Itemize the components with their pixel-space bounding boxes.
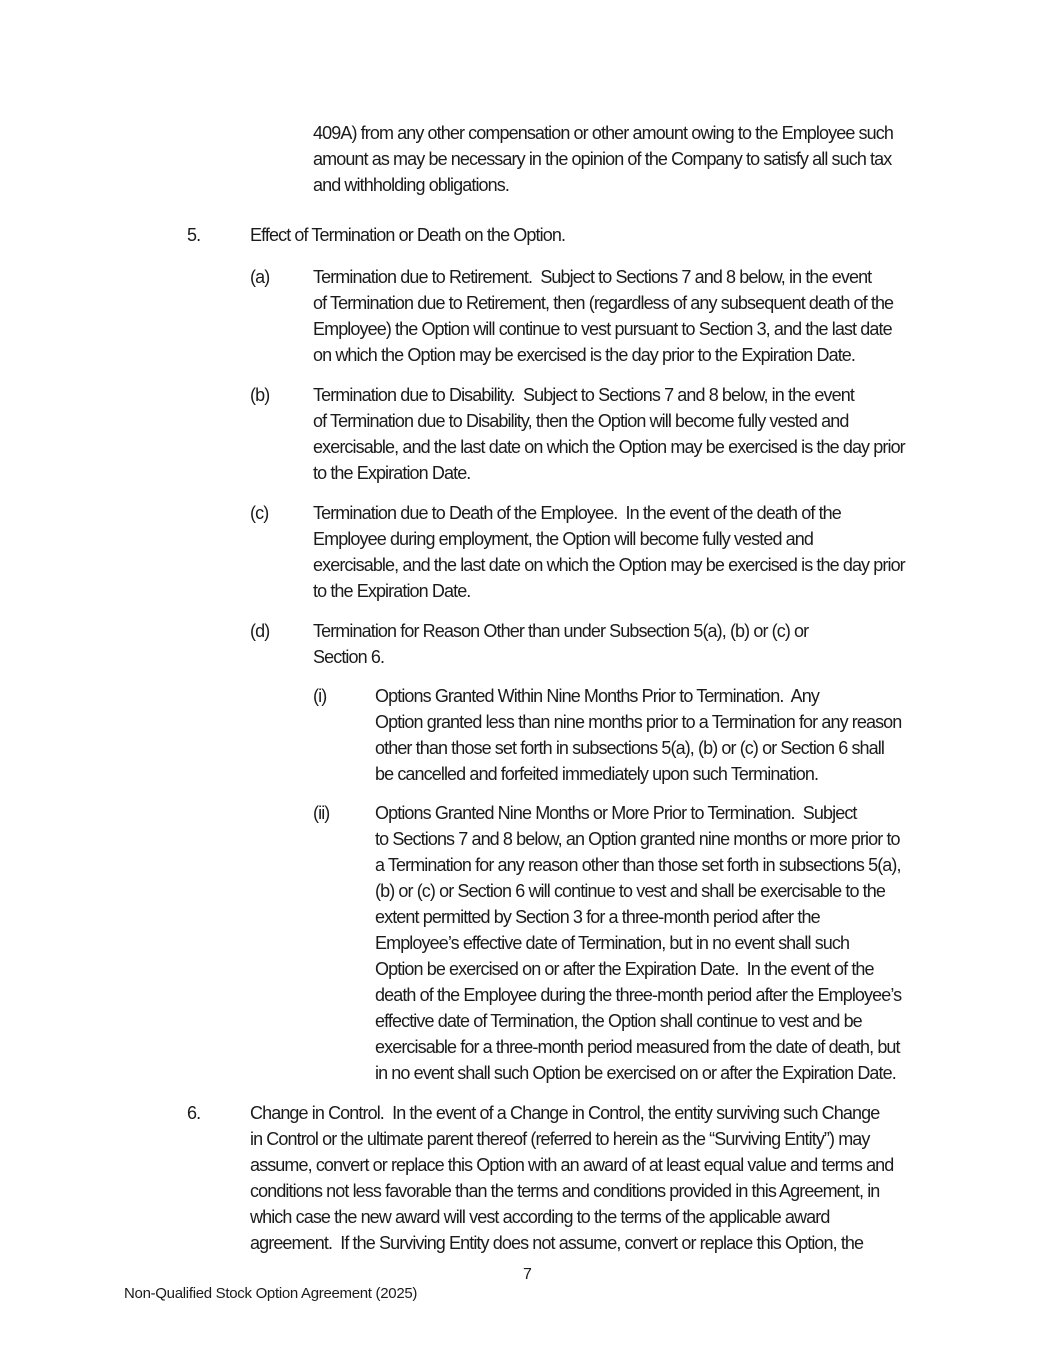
paragraph-tax-withholding-continuation [313, 120, 933, 198]
section-6-row [187, 1100, 1055, 1256]
item-a-body [313, 264, 933, 368]
text-line: to the Expiration Date. [313, 581, 471, 601]
text-line: agreement. If the Surviving Entity does not assume, convert or replace this Option, the [250, 1233, 864, 1253]
subitem-i-body [375, 683, 932, 787]
item-b [250, 382, 1055, 486]
text-line: effective date of Termination, the Option shall continue to vest and be [375, 1011, 862, 1031]
text-line: a Termination for any reason other than those set forth in subsections 5(a), [375, 855, 901, 875]
text-line: in Control or the ultimate parent thereof (referred to herein as the “Surviving Entity”) may [250, 1129, 870, 1149]
text-line: Employee) the Option will continue to vest pursuant to Section 3, and the last date [313, 319, 892, 339]
item-a [250, 264, 1055, 368]
text-line: death of the Employee during the three-month period after the Employee’s [375, 985, 902, 1005]
text-line: Option be exercised on or after the Expiration Date. In the event of the [375, 959, 874, 979]
subitem-ii-body [375, 800, 932, 1086]
item-a-label: (a) [250, 267, 270, 287]
text-line: of Termination due to Retirement, then (regardless of any subsequent death of the [313, 293, 894, 313]
text-line: 409A) from any other compensation or other amount owing to the Employee such [313, 123, 893, 143]
item-d-label: (d) [250, 621, 270, 641]
text-line: Termination for Reason Other than under Subsection 5(a), (b) or (c) or [313, 621, 809, 641]
document-footer: Non-Qualified Stock Option Agreement (2025) [124, 1285, 418, 1302]
subitem-i-label: (i) [313, 686, 327, 706]
item-b-label: (b) [250, 385, 270, 405]
text-line: Termination due to Disability. Subject to Sections 7 and 8 below, in the event [313, 385, 854, 405]
item-d [250, 618, 1055, 670]
text-line: other than those set forth in subsections 5(a), (b) or (c) or Section 6 shall [375, 738, 884, 758]
text-line: Employee during employment, the Option will become fully vested and [313, 529, 813, 549]
text-line: assume, convert or replace this Option with an award of at least equal value and terms and [250, 1155, 894, 1175]
subitem-i [313, 683, 1055, 787]
page-number: 7 [523, 1266, 532, 1283]
text-line: exercisable, and the last date on which the Option may be exercised is the day prior [313, 555, 905, 575]
text-line: on which the Option may be exercised is the day prior to the Expiration Date. [313, 345, 856, 365]
text-line: be cancelled and forfeited immediately upon such Termination. [375, 764, 819, 784]
text-line: of Termination due to Disability, then the Option will become fully vested and [313, 411, 849, 431]
item-b-body [313, 382, 933, 486]
text-line: Employee’s effective date of Termination, but in no event shall such [375, 933, 850, 953]
text-line: extent permitted by Section 3 for a three-month period after the [375, 907, 820, 927]
text-line: Termination due to Retirement. Subject to Sections 7 and 8 below, in the event [313, 267, 872, 287]
text-line: exercisable for a three-month period measured from the date of death, but [375, 1037, 900, 1057]
text-line: Options Granted Within Nine Months Prior to Termination. Any [375, 686, 819, 706]
subitem-ii-label: (ii) [313, 803, 330, 823]
text-line: (b) or (c) or Section 6 will continue to vest and shall be exercisable to the [375, 881, 885, 901]
text-line: to the Expiration Date. [313, 463, 471, 483]
text-line: and withholding obligations. [313, 175, 509, 195]
item-d-body [313, 618, 933, 670]
text-line: in no event shall such Option be exercised on or after the Expiration Date. [375, 1063, 896, 1083]
item-c-body [313, 500, 933, 604]
section-5-heading: Effect of Termination or Death on the Option. [250, 225, 566, 245]
text-line: conditions not less favorable than the terms and conditions provided in this Agreement, in [250, 1181, 880, 1201]
text-line: amount as may be necessary in the opinion of the Company to satisfy all such tax [313, 149, 892, 169]
section-6-body [250, 1100, 932, 1256]
text-line: Option granted less than nine months prior to a Termination for any reason [375, 712, 902, 732]
text-line: Termination due to Death of the Employee. In the event of the death of the [313, 503, 841, 523]
text-line: Change in Control. In the event of a Change in Control, the entity surviving such Change [250, 1103, 880, 1123]
section-5-heading-row [187, 222, 1055, 248]
text-line: which case the new award will vest according to the terms of the applicable award [250, 1207, 830, 1227]
text-line: Section 6. [313, 647, 385, 667]
item-c [250, 500, 1055, 604]
section-6-number: 6. [187, 1103, 201, 1123]
subitem-ii [313, 800, 1055, 1086]
section-5-number: 5. [187, 225, 201, 245]
text-line: exercisable, and the last date on which the Option may be exercised is the day prior [313, 437, 905, 457]
text-line: Options Granted Nine Months or More Prior to Termination. Subject [375, 803, 857, 823]
text-line: to Sections 7 and 8 below, an Option granted nine months or more prior to [375, 829, 900, 849]
item-c-label: (c) [250, 503, 269, 523]
